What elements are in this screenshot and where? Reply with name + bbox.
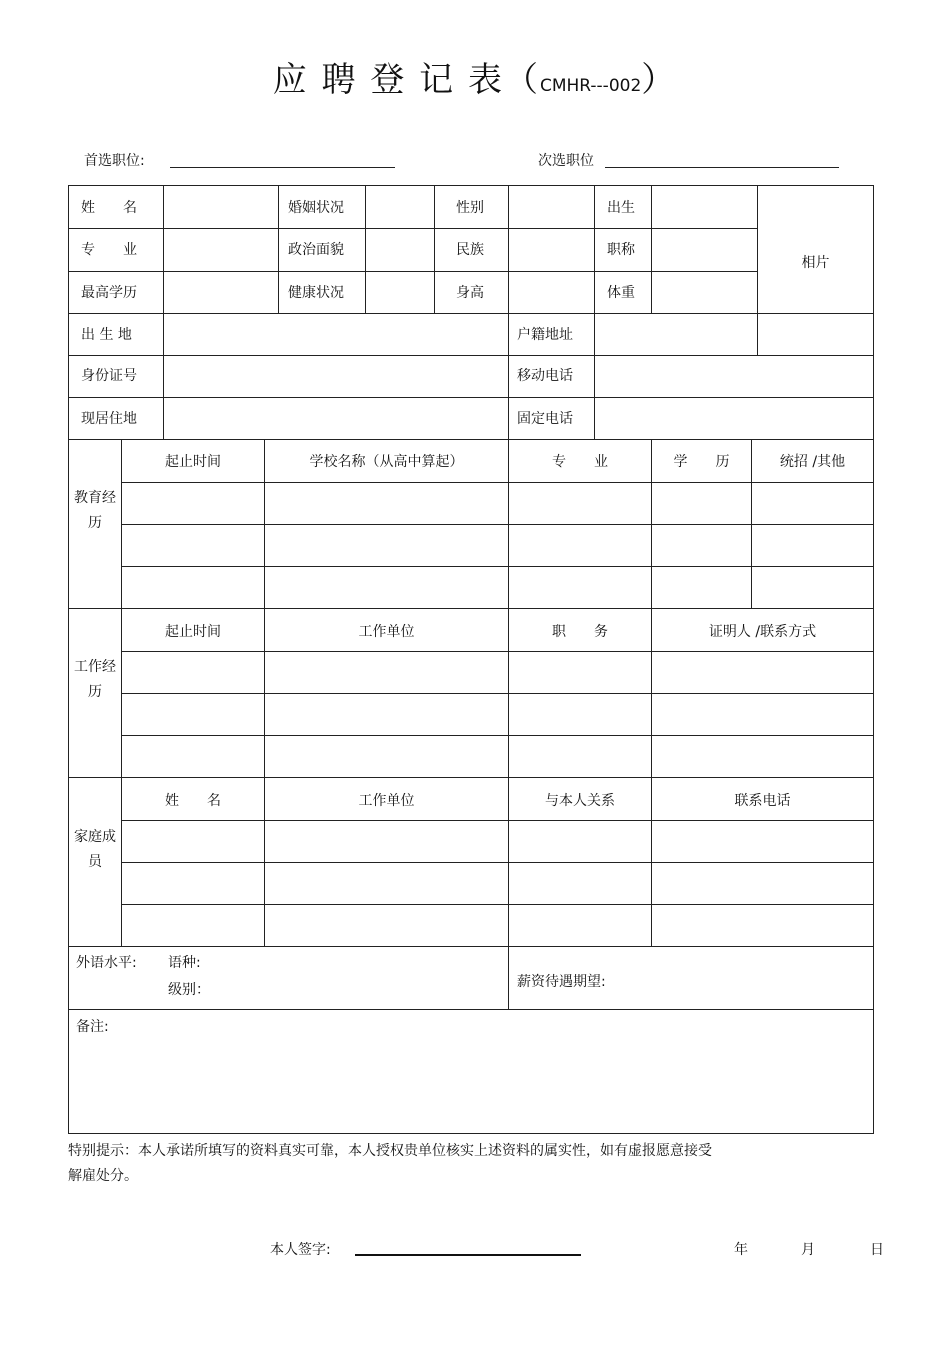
job-title-label: 职称: [607, 242, 635, 258]
phone-field[interactable]: [595, 398, 873, 439]
edu-col-period: 起止时间: [165, 454, 221, 470]
work-col-company: 工作单位: [358, 624, 415, 640]
gender-label: 性别: [456, 200, 484, 216]
edu-row-3[interactable]: [122, 567, 873, 608]
date-month-label: 月: [801, 1242, 815, 1258]
work-col-reference: 证明人 /联系方式: [708, 624, 817, 640]
family-col-company: 工作单位: [358, 793, 415, 809]
language-label: 外语水平:: [76, 955, 137, 971]
family-col-name: 姓 名: [165, 793, 221, 809]
family-row-2[interactable]: [122, 863, 873, 904]
second-choice-field[interactable]: [605, 167, 839, 168]
height-label: 身高: [456, 285, 484, 301]
edu-col-major: 专 业: [552, 454, 608, 470]
education-field[interactable]: [164, 272, 278, 313]
idno-label: 身份证号: [81, 368, 137, 384]
second-choice-label: 次选职位: [538, 153, 594, 169]
form-code: CMHR---002: [539, 76, 642, 96]
edu-col-degree: 学 历: [673, 454, 730, 470]
photo-area[interactable]: [758, 186, 873, 355]
edu-col-type: 统招 /其他: [779, 454, 846, 470]
marital-label: 婚姻状况: [288, 200, 344, 216]
weight-label: 体重: [607, 285, 635, 301]
work-section-label: 工作经历: [74, 659, 116, 700]
hukou-label: 户籍地址: [517, 327, 573, 343]
language-field[interactable]: [219, 948, 504, 1006]
birthplace-field[interactable]: [164, 314, 508, 355]
signature-label: 本人签字:: [270, 1242, 331, 1258]
ethnic-field[interactable]: [509, 229, 594, 271]
birth-field[interactable]: [652, 186, 757, 228]
name-field[interactable]: [164, 186, 278, 228]
family-col-relation: 与本人关系: [545, 793, 615, 809]
mobile-field[interactable]: [595, 356, 873, 397]
edu-row-1[interactable]: [122, 483, 873, 524]
job-title-field[interactable]: [652, 229, 757, 271]
major-field[interactable]: [164, 229, 278, 271]
edu-col-school: 学校名称（从高中算起）: [309, 454, 464, 470]
signature-field[interactable]: [355, 1254, 581, 1256]
ethnic-label: 民族: [456, 242, 484, 258]
health-field[interactable]: [366, 272, 434, 313]
health-label: 健康状况: [288, 285, 344, 301]
idno-field[interactable]: [164, 356, 508, 397]
form-title: [0, 52, 950, 101]
education-section-label: 教育经历: [74, 490, 116, 531]
major-label: 专 业: [81, 242, 137, 258]
family-row-1[interactable]: [122, 821, 873, 862]
work-row-3[interactable]: [122, 736, 873, 777]
address-field[interactable]: [164, 398, 508, 439]
weight-field[interactable]: [652, 272, 757, 313]
notice-line-1: 特别提示：本人承诺所填写的资料真实可靠，本人授权贵单位核实上述资料的属实性，如有虚报愿意接受: [68, 1143, 712, 1159]
education-label: 最高学历: [81, 285, 137, 301]
date-year-label: 年: [734, 1242, 748, 1258]
phone-label: 固定电话: [517, 411, 573, 427]
name-label: 姓 名: [81, 200, 137, 216]
language-kind-label: 语种:: [168, 955, 201, 971]
remark-label: 备注:: [76, 1019, 109, 1035]
edu-row-2[interactable]: [122, 525, 873, 566]
political-label: 政治面貌: [288, 242, 344, 258]
address-label: 现居住地: [81, 411, 137, 427]
marital-field[interactable]: [366, 186, 434, 228]
remark-field[interactable]: [69, 1036, 873, 1132]
first-choice-label: 首选职位:: [84, 153, 145, 169]
work-col-period: 起止时间: [165, 624, 221, 640]
title-open: （: [503, 60, 540, 100]
title-main: 应 聘 登 记 表: [272, 60, 504, 100]
work-row-1[interactable]: [122, 652, 873, 693]
salary-field[interactable]: [619, 948, 869, 1006]
birth-label: 出生: [607, 200, 635, 216]
family-section-label: 家庭成员: [74, 829, 116, 870]
language-level-label: 级别：: [168, 982, 210, 998]
height-field[interactable]: [509, 272, 594, 313]
family-col-phone: 联系电话: [734, 793, 791, 809]
birthplace-label: 出 生 地: [81, 327, 132, 343]
mobile-label: 移动电话: [517, 368, 573, 384]
work-row-2[interactable]: [122, 694, 873, 735]
gender-field[interactable]: [509, 186, 594, 228]
work-col-position: 职 务: [552, 624, 608, 640]
hukou-field[interactable]: [595, 314, 757, 355]
family-row-3[interactable]: [122, 905, 873, 946]
application-table: [68, 185, 874, 1134]
title-close: ）: [641, 60, 678, 100]
political-field[interactable]: [366, 229, 434, 271]
date-day-label: 日: [870, 1242, 884, 1258]
salary-label: 薪资待遇期望:: [517, 974, 606, 990]
notice-line-2: 解雇处分。: [68, 1168, 138, 1184]
photo-label: 相片: [801, 255, 830, 271]
first-choice-field[interactable]: [170, 167, 395, 168]
